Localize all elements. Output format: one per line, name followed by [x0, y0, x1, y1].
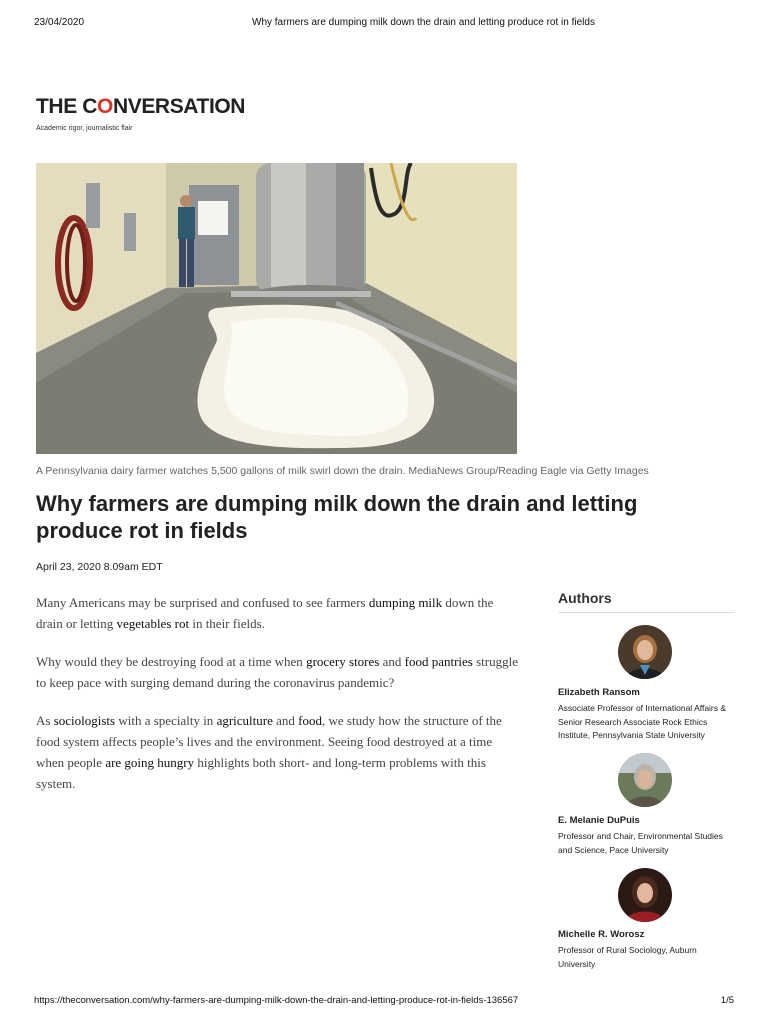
inline-link[interactable]: agriculture	[216, 713, 273, 728]
print-header	[34, 17, 734, 31]
logo-text-post: NVERSATION	[112, 95, 246, 118]
inline-link[interactable]: dumping milk	[368, 595, 443, 610]
article-body	[36, 592, 518, 811]
author-role: Professor and Chair, Environmental Studies and Science, Pace University	[558, 831, 723, 855]
paragraph-text: with a specialty in	[115, 713, 217, 728]
print-date: 23/04/2020	[34, 17, 85, 28]
hero-image	[36, 163, 517, 454]
paragraph-text: Why would they be destroying food at a time when	[36, 654, 307, 669]
author-photo	[618, 625, 672, 679]
inline-link[interactable]: vegetables rot	[116, 616, 190, 631]
author-role: Professor of Rural Sociology, Auburn University	[558, 945, 697, 969]
inline-link[interactable]: grocery stores	[306, 654, 380, 669]
logo-tagline: Academic rigor, journalistic flair	[36, 125, 133, 132]
paragraph-text: and	[379, 654, 405, 669]
author-role: Associate Professor of International Affairs & Senior Research Associate Rock Ethics Institute, Pennsylvania State University	[558, 703, 727, 740]
inline-link[interactable]: sociologists	[53, 713, 116, 728]
avatar[interactable]	[618, 753, 672, 807]
paragraph-text: , we study how the structure of the food system affects people’s lives and the environment. Seeing food destroyed at a time when people	[36, 713, 502, 770]
paragraph-text: in their fields.	[189, 616, 265, 631]
article-headline: Why farmers are dumping milk down the drain and letting produce rot in fields	[36, 491, 638, 543]
hero-illustration	[36, 163, 517, 454]
authors-panel	[558, 590, 734, 969]
paragraph-text: Many Americans may be surprised and confused to see farmers	[36, 595, 369, 610]
article-paragraph	[36, 710, 518, 794]
print-title: Why farmers are dumping milk down the drain and letting produce rot in fields	[252, 17, 595, 28]
avatar[interactable]	[618, 625, 672, 679]
author-name[interactable]: Elizabeth Ransom	[558, 687, 640, 698]
article-paragraph	[36, 651, 518, 693]
logo-wordmark	[36, 96, 245, 118]
authors-heading: Authors	[558, 590, 734, 613]
author-photo	[618, 868, 672, 922]
inline-link[interactable]: food	[298, 713, 322, 728]
logo-text-pre: THE C	[36, 95, 98, 118]
inline-link[interactable]: food pantries	[404, 654, 473, 669]
paragraph-text: As	[36, 713, 54, 728]
hero-caption: A Pennsylvania dairy farmer watches 5,500 gallons of milk swirl down the drain. MediaNews Group/Reading Eagle via Getty Images	[36, 465, 649, 477]
logo-bubble-o: O	[97, 95, 113, 118]
page-number: 1/5	[720, 995, 734, 1006]
site-logo[interactable]	[36, 96, 245, 118]
paragraph-text: and	[272, 713, 299, 728]
author-name[interactable]: E. Melanie DuPuis	[558, 815, 640, 826]
article-paragraph	[36, 592, 518, 634]
author-photo	[618, 753, 672, 807]
author-name[interactable]: Michelle R. Worosz	[558, 929, 645, 940]
paragraph-text: down the drain or letting	[36, 595, 494, 631]
avatar[interactable]	[618, 868, 672, 922]
article-date: April 23, 2020 8.09am EDT	[36, 561, 163, 573]
page-url: https://theconversation.com/why-farmers-are-dumping-milk-down-the-drain-and-letting-produce-rot-in-fields-136567	[34, 995, 519, 1006]
inline-link[interactable]: are going hungry	[105, 755, 195, 770]
paragraph-text: struggle to keep pace with surging demand during the coronavirus pandemic?	[36, 654, 518, 690]
print-footer	[34, 995, 734, 1009]
paragraph-text: highlights both short- and long-term problems with this system.	[36, 755, 486, 791]
